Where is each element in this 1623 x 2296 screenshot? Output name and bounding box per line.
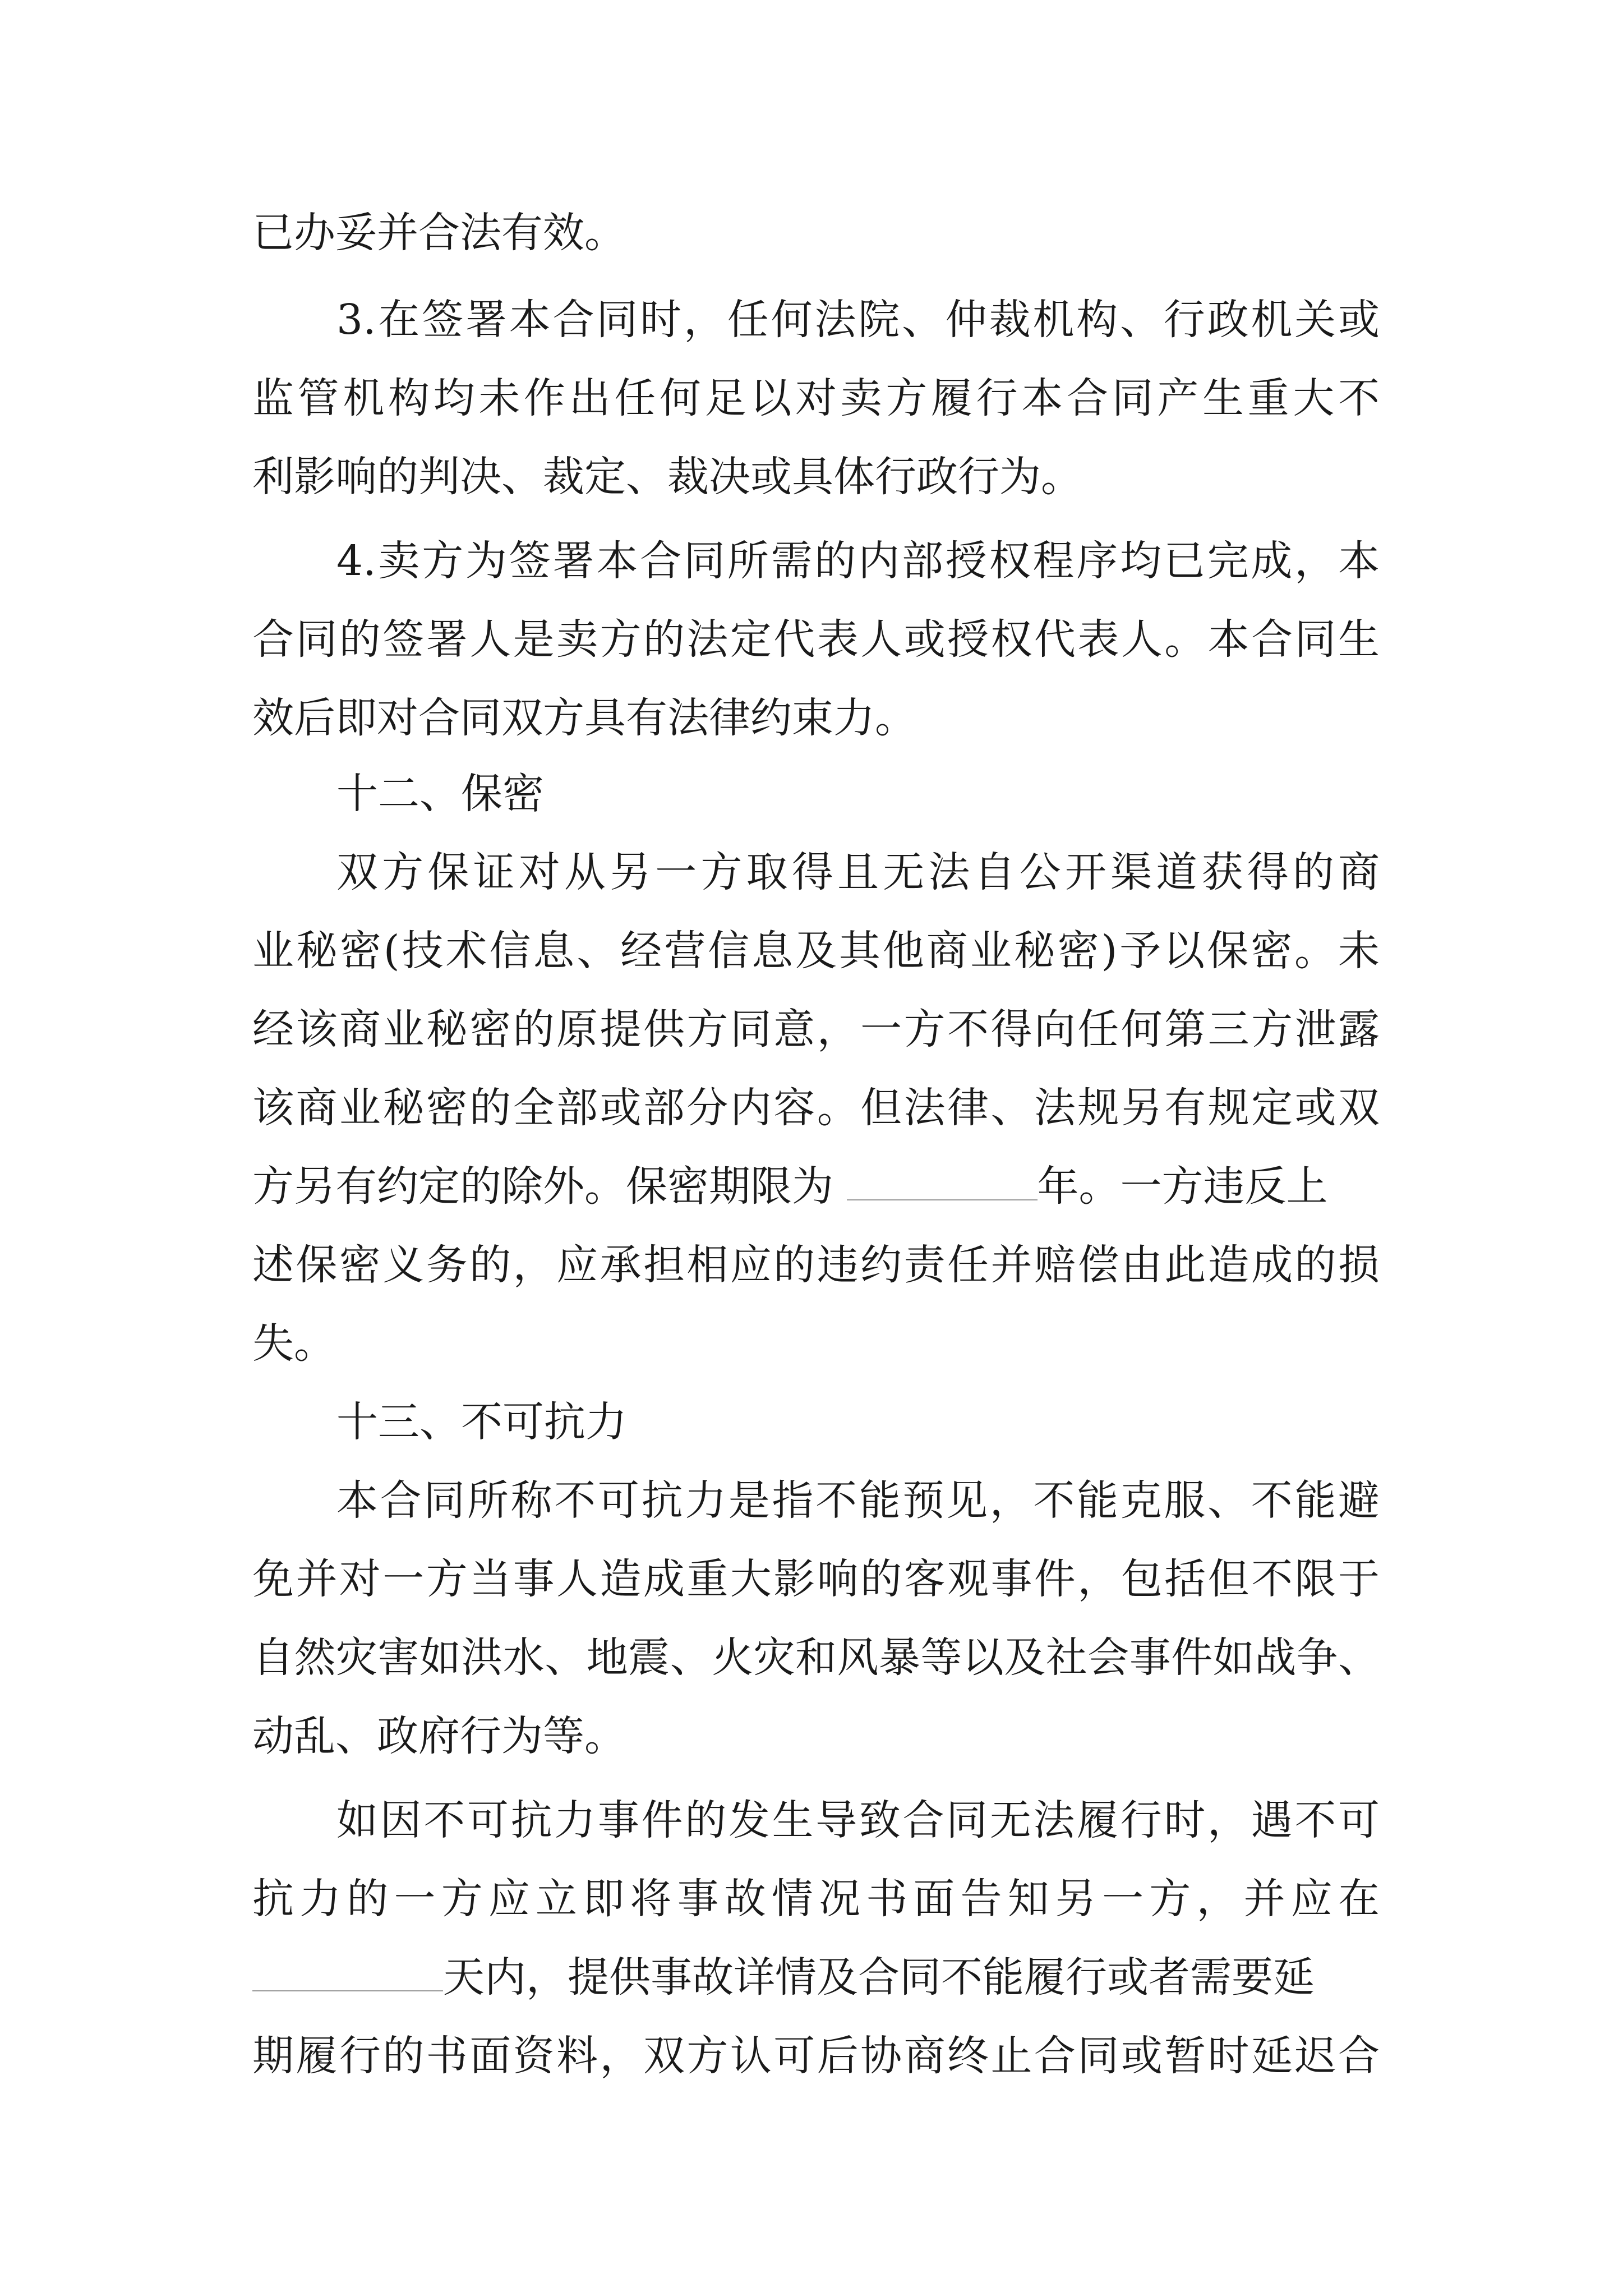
text-line: 已办妥并合法有效。 (252, 209, 626, 257)
text-line: 本合同所称不可抗力是指不能预见，不能克服、不能避 (336, 1476, 1380, 1525)
section-heading-force-majeure: 十三、不可抗力 (336, 1398, 627, 1446)
clause-4-line: 4.卖方为签署本合同所需的内部授权程序均已完成，本 (336, 537, 1380, 585)
fill-in-blank-days (252, 1957, 443, 1991)
text-line: 如因不可抗力事件的发生导致合同无法履行时，遇不可 (336, 1796, 1380, 1844)
text-line: 述保密义务的，应承担相应的违约责任并赔偿由此造成的损 (252, 1241, 1380, 1289)
text-line: 业秘密(技术信息、经营信息及其他商业秘密)予以保密。未 (252, 927, 1380, 975)
text-line: 合同的签署人是卖方的法定代表人或授权代表人。本合同生 (252, 615, 1380, 664)
text-line: 监管机构均未作出任何足以对卖方履行本合同产生重大不 (252, 374, 1380, 422)
clause-3-line: 3.在签署本合同时，任何法院、仲裁机构、行政机关或 (336, 296, 1380, 344)
text-line: 双方保证对从另一方取得且无法自公开渠道获得的商 (336, 848, 1380, 896)
text-line: 动乱、政府行为等。 (252, 1712, 626, 1760)
text-line: 期履行的书面资料，双方认可后协商终止合同或暂时延迟合 (252, 2032, 1380, 2080)
text-segment: 方另有约定的除外。保密期限为 (252, 1162, 847, 1211)
text-line: 利影响的判决、裁定、裁决或具体行政行为。 (252, 453, 1082, 501)
text-line: 失。 (252, 1319, 335, 1368)
text-line: 效后即对合同双方具有法律约束力。 (252, 694, 916, 742)
text-line-with-blank (252, 1949, 1380, 2005)
text-segment: 年。一方违反上 (1037, 1162, 1328, 1211)
text-line-with-blank (252, 1158, 1380, 1214)
text-segment: 天内，提供事故详情及合同不能履行或者需要延 (443, 1953, 1315, 2001)
text-line: 免并对一方当事人造成重大影响的客观事件，包括但不限于 (252, 1555, 1380, 1603)
fill-in-blank-years (847, 1166, 1038, 1200)
text-line: 经该商业秘密的原提供方同意，一方不得向任何第三方泄露 (252, 1005, 1380, 1053)
text-line: 自然灾害如洪水、地震、火灾和风暴等以及社会事件如战争、 (252, 1634, 1380, 1682)
text-line: 该商业秘密的全部或部分内容。但法律、法规另有规定或双 (252, 1084, 1380, 1132)
text-line: 抗力的一方应立即将事故情况书面告知另一方，并应在 (252, 1875, 1380, 1923)
section-heading-confidentiality: 十二、保密 (336, 770, 544, 818)
